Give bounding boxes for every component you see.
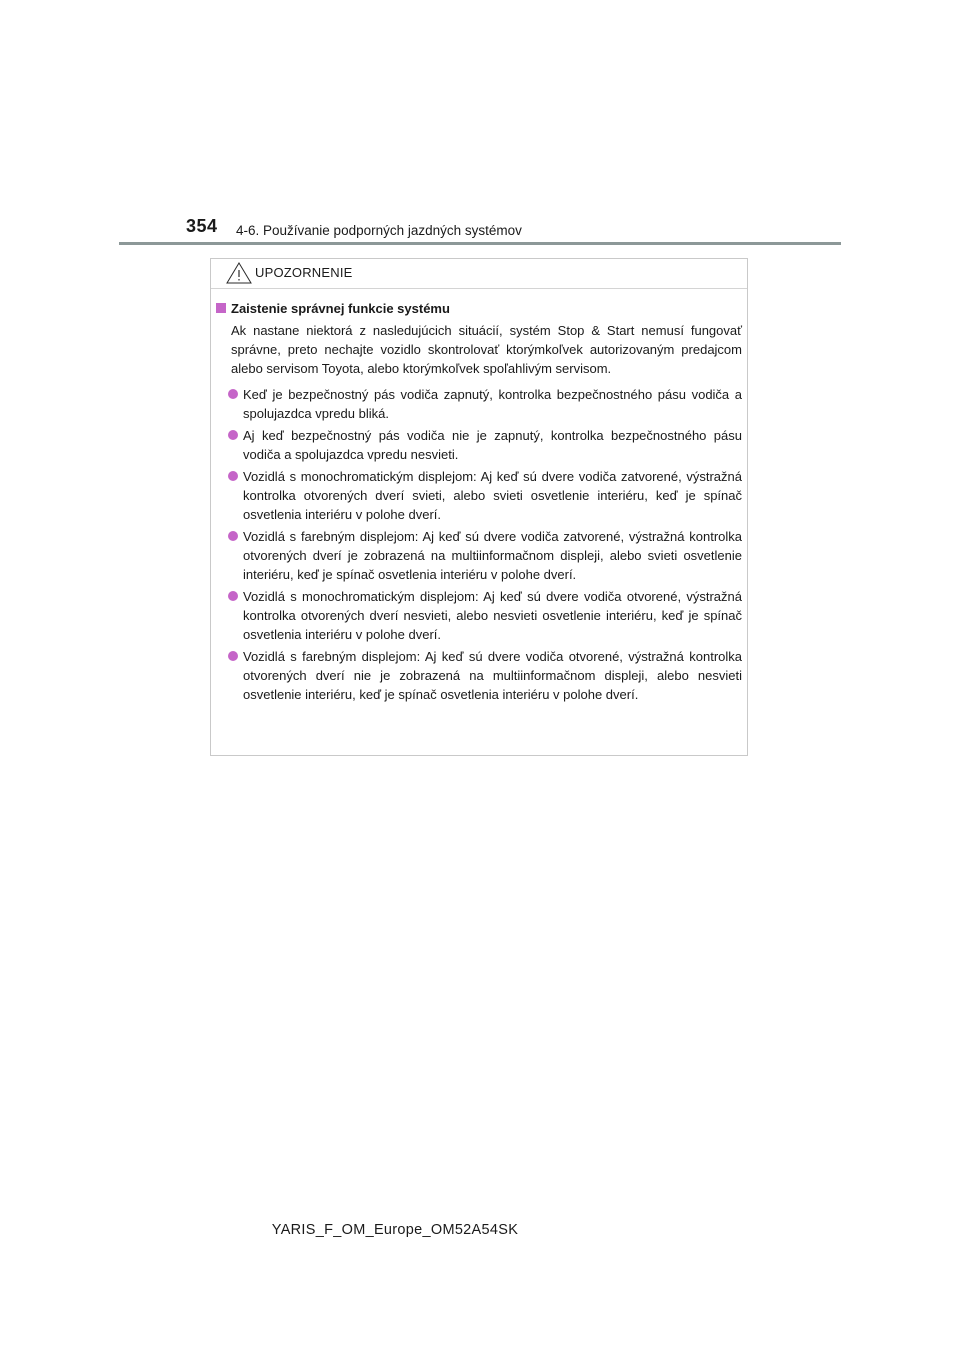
caution-bullet-list (211, 385, 747, 704)
square-bullet-icon (216, 303, 226, 313)
section-title: 4-6. Používanie podporných jazdných systémov (236, 223, 522, 238)
caution-label: UPOZORNENIE (255, 265, 353, 280)
list-item (211, 647, 747, 704)
list-item (211, 467, 747, 524)
list-item-text: Vozidlá s farebným displejom: Aj keď sú dvere vodiča otvorené, výstražná kontrolka otvorených dverí nie je zobrazená na multiinformačnom displeji, alebo nesvieti osvetlenie interiéru, keď je spínač osvetlenia interiéru v polohe dverí. (243, 649, 742, 702)
list-item (211, 426, 747, 464)
caution-box (210, 258, 748, 756)
list-item-text: Aj keď bezpečnostný pás vodiča nie je zapnutý, kontrolka bezpečnostného pásu vodiča a spolujazdca vpredu nesvieti. (243, 428, 742, 462)
warning-triangle-icon (225, 261, 253, 285)
circle-bullet-icon (228, 389, 238, 399)
circle-bullet-icon (228, 471, 238, 481)
header-rule (119, 242, 841, 245)
list-item (211, 385, 747, 423)
list-item-text: Vozidlá s monochromatickým displejom: Aj keď sú dvere vodiča otvorené, výstražná kontrolka otvorených dverí nesvieti, alebo nesvieti osvetlenie interiéru, keď je spínač osvetlenia interiéru v polohe dverí. (243, 589, 742, 642)
circle-bullet-icon (228, 531, 238, 541)
list-item-text: Keď je bezpečnostný pás vodiča zapnutý, kontrolka bezpečnostného pásu vodiča a spolujazdca vpredu bliká. (243, 387, 742, 421)
caution-header (211, 259, 747, 289)
list-item (211, 587, 747, 644)
list-item-text: Vozidlá s monochromatickým displejom: Aj keď sú dvere vodiča zatvorené, výstražná kontrolka otvorených dverí svieti, alebo svieti osvetlenie interiéru, keď je spínač osvetlenia interiéru v polohe dverí. (243, 469, 742, 522)
caution-heading (211, 300, 747, 317)
list-item (211, 527, 747, 584)
footer-doc-code: YARIS_F_OM_Europe_OM52A54SK (271, 1222, 519, 1238)
list-item-text: Vozidlá s farebným displejom: Aj keď sú dvere vodiča zatvorené, výstražná kontrolka otvorených dverí je zobrazená na multiinformačnom displeji, alebo svieti osvetlenie interiéru, keď je spínač osvetlenia interiéru v polohe dverí. (243, 529, 742, 582)
caution-content (211, 300, 747, 707)
caution-intro: Ak nastane niektorá z nasledujúcich situácií, systém Stop & Start nemusí fungovať správne, preto nechajte vozidlo skontrolovať ktorýmkoľvek autorizovaným predajcom alebo servisom Toyota, alebo ktorýmkoľvek spoľahlivým servisom. (231, 323, 742, 376)
circle-bullet-icon (228, 651, 238, 661)
circle-bullet-icon (228, 430, 238, 440)
page-number: 354 (186, 216, 218, 236)
circle-bullet-icon (228, 591, 238, 601)
caution-heading-text: Zaistenie správnej funkcie systému (231, 301, 450, 316)
